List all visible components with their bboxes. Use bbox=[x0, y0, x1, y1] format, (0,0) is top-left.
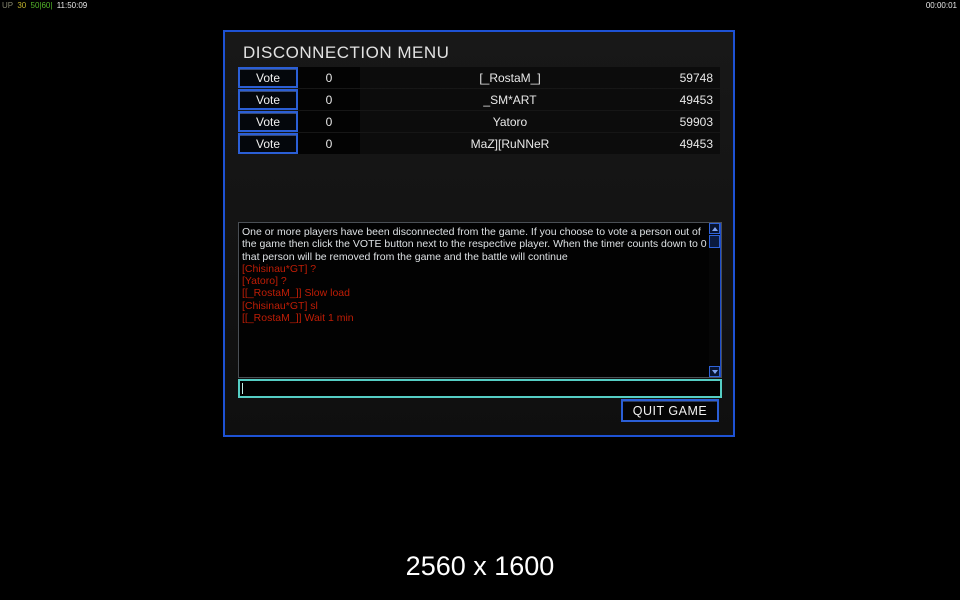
session-timer: 00:00:01 bbox=[925, 1, 957, 10]
chat-message: [[_RostaM_]] Wait 1 min bbox=[242, 312, 354, 325]
player-ping: 59748 bbox=[679, 70, 713, 85]
text-cursor bbox=[242, 383, 243, 394]
scroll-down-icon[interactable] bbox=[709, 366, 720, 377]
vote-button[interactable]: Vote bbox=[238, 133, 298, 154]
player-name: Yatoro bbox=[492, 114, 528, 129]
chat-message: [Chisinau*GT] sl bbox=[242, 299, 318, 312]
player-name: MaZ][RuNNeR bbox=[470, 136, 550, 151]
chat-log-box bbox=[238, 222, 722, 378]
player-ping: 49453 bbox=[679, 92, 713, 107]
fps-clock-readout bbox=[2, 1, 89, 10]
vote-button[interactable]: Vote bbox=[238, 89, 298, 110]
hud-token: UP bbox=[2, 1, 14, 10]
table-row bbox=[238, 133, 720, 154]
disconnection-dialog bbox=[223, 30, 735, 437]
table-row bbox=[238, 67, 720, 88]
chat-scrollbar[interactable] bbox=[709, 223, 721, 377]
chat-message: [Yatoro] ? bbox=[242, 275, 287, 288]
table-row bbox=[238, 89, 720, 110]
hud-clock: 11:50:09 bbox=[56, 1, 88, 10]
scroll-up-icon[interactable] bbox=[709, 223, 720, 234]
vote-button[interactable]: Vote bbox=[238, 67, 298, 88]
player-cell-group bbox=[360, 133, 720, 154]
vote-count: 0 bbox=[298, 67, 360, 88]
resolution-label: 2560 x 1600 bbox=[405, 551, 555, 581]
vote-button[interactable]: Vote bbox=[238, 111, 298, 132]
player-vote-table bbox=[238, 67, 720, 155]
player-name: _SM*ART bbox=[483, 92, 537, 107]
player-name: [_RostaM_] bbox=[479, 70, 541, 85]
hud-token: 50|60| bbox=[30, 1, 53, 10]
chat-input[interactable] bbox=[238, 379, 722, 398]
chat-message: [Chisinau*GT] ? bbox=[242, 262, 317, 275]
player-cell-group bbox=[360, 111, 720, 132]
player-cell-group bbox=[360, 67, 720, 88]
chat-log-content bbox=[242, 226, 707, 375]
vote-count: 0 bbox=[298, 89, 360, 110]
scrollbar-thumb[interactable] bbox=[709, 235, 720, 248]
player-cell-group bbox=[360, 89, 720, 110]
player-ping: 59903 bbox=[679, 114, 713, 129]
player-ping: 49453 bbox=[679, 136, 713, 151]
vote-count: 0 bbox=[298, 133, 360, 154]
quit-game-button[interactable]: QUIT GAME bbox=[621, 399, 719, 422]
chat-message: [[_RostaM_]] Slow load bbox=[242, 287, 350, 300]
hud-token: 30 bbox=[17, 1, 27, 10]
disconnect-instructions: One or more players have been disconnected from the game. If you choose to vote a person out of the game then click the VOTE button next to the respective player. When the timer counts down to 0 that person will be removed from the game and the battle will continue bbox=[242, 226, 707, 263]
vote-count: 0 bbox=[298, 111, 360, 132]
table-row bbox=[238, 111, 720, 132]
dialog-title: DISCONNECTION MENU bbox=[243, 43, 450, 62]
